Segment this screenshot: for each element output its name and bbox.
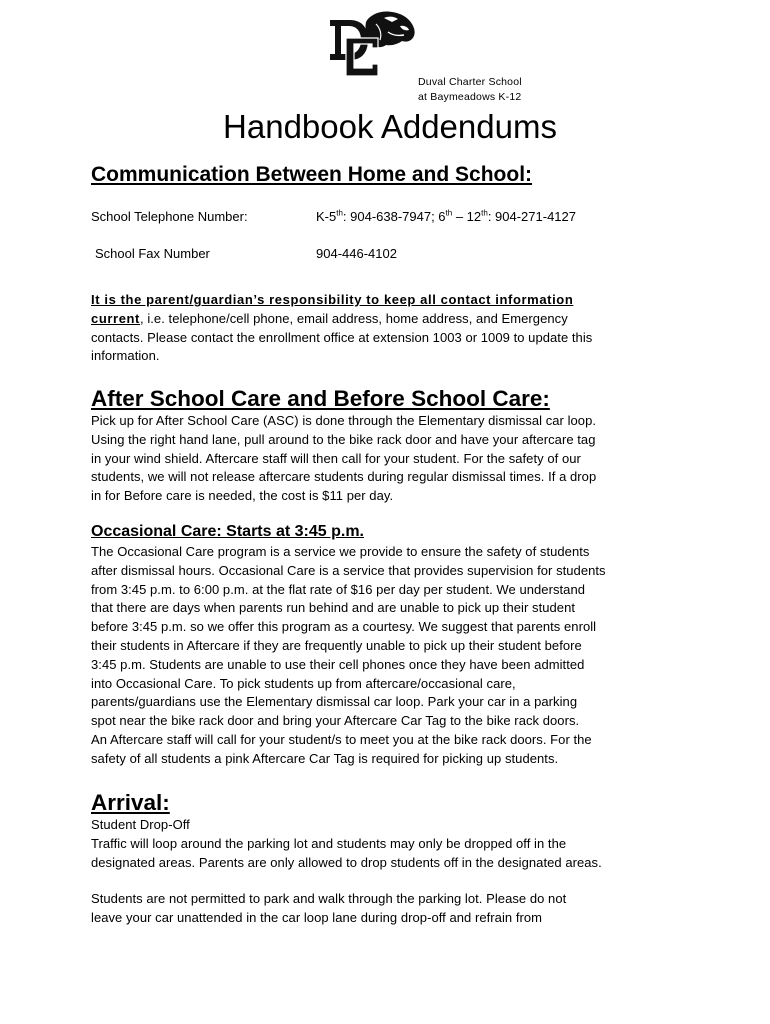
communication-heading: Communication Between Home and School:	[91, 163, 533, 186]
notice-bold-word: current	[91, 310, 140, 326]
arrival-line: Traffic will loop around the parking lot and students may only be dropped off in the	[91, 835, 567, 851]
contact-notice	[91, 291, 691, 366]
phone-part: : 904-271-4127	[487, 209, 576, 224]
school-name	[418, 75, 522, 105]
notice-text: information.	[91, 348, 160, 364]
occasional-line: parents/guardians use the Elementary dismissal car loop. Park your car in a parking	[91, 694, 578, 710]
occasional-line: An Aftercare staff will call for your student/s to meet you at the bike rack doors. For the	[91, 731, 592, 747]
occasional-line: The Occasional Care program is a service we provide to ensure the safety of students	[91, 544, 590, 559]
fax-value: 904-446-4102	[316, 246, 397, 261]
school-name-line1: Duval Charter School	[418, 76, 522, 88]
notice-text: contacts. Please contact the enrollment office at extension 1003 or 1009 to update this	[91, 329, 593, 345]
after-school-line: Using the right hand lane, pull around to the bike rack door and have your aftercare tag	[91, 431, 596, 447]
occasional-line: after dismissal hours. Occasional Care is a service that provides supervision for students	[91, 562, 606, 578]
school-logo-icon	[326, 8, 418, 80]
fax-label: School Fax Number	[95, 246, 210, 261]
arrival-section	[91, 790, 691, 928]
phone-sup: th	[336, 208, 343, 218]
fax-row	[95, 245, 397, 263]
phone-part: : 904-638-7947; 6	[342, 209, 446, 224]
notice-bold-line: It is the parent/guardian’s responsibility to keep all contact information	[91, 292, 574, 307]
occasional-line: into Occasional Care. To pick students up from aftercare/occasional care,	[91, 675, 516, 691]
occasional-care-section	[91, 522, 691, 769]
after-school-heading: After School Care and Before School Care:	[91, 386, 550, 411]
arrival-line: Students are not permitted to park and walk through the parking lot. Please do not	[91, 891, 567, 907]
arrival-line: Student Drop-Off	[91, 817, 190, 832]
communication-section	[91, 162, 691, 188]
phone-label: School Telephone Number:	[91, 209, 248, 224]
occasional-line: spot near the bike rack door and bring your Aftercare Car Tag to the bike rack doors.	[91, 713, 580, 729]
arrival-line: leave your car unattended in the car loop lane during drop-off and refrain from	[91, 910, 543, 926]
occasional-care-heading: Occasional Care: Starts at 3:45 p.m.	[91, 523, 364, 540]
after-school-line: students, we will not release aftercare students during regular dismissal times. If a drop	[91, 469, 597, 485]
after-school-line: Pick up for After School Care (ASC) is done through the Elementary dismissal car loop.	[91, 413, 597, 428]
phone-sup: th	[481, 208, 488, 218]
occasional-line: safety of all students a pink Aftercare Car Tag is required for picking up students.	[91, 750, 559, 766]
phone-part: – 12	[452, 209, 482, 224]
arrival-line: designated areas. Parents are only allowed to drop students off in the designated areas.	[91, 854, 602, 870]
school-name-line2: at Baymeadows K-12	[418, 91, 522, 103]
occasional-line: that there are days when parents run behind and are unable to pick up their student	[91, 600, 576, 616]
phone-row	[91, 208, 576, 226]
arrival-heading: Arrival:	[91, 790, 170, 815]
after-school-line: in your wind shield. Aftercare staff will then call for your student. For the safety of our	[91, 450, 581, 466]
occasional-line: 3:45 p.m. Students are unable to use their cell phones once they have been admitted	[91, 656, 585, 672]
after-school-section	[91, 386, 691, 506]
occasional-line: from 3:45 p.m. to 6:00 p.m. at the flat rate of $16 per day per student. We understand	[91, 581, 586, 597]
occasional-line: their students in Aftercare if they are frequently unable to pick up their student before	[91, 637, 582, 653]
phone-part: K-5	[316, 209, 337, 224]
page-title: Handbook Addendums	[223, 108, 557, 145]
notice-text: , i.e. telephone/cell phone, email address, home address, and Emergency	[140, 310, 568, 326]
phone-value	[316, 208, 576, 226]
phone-sup: th	[445, 208, 453, 218]
occasional-line: before 3:45 p.m. so we offer this program as a courtesy. We suggest that parents enroll	[91, 619, 597, 635]
after-school-line: in for Before care is needed, the cost is $11 per day.	[91, 488, 394, 504]
